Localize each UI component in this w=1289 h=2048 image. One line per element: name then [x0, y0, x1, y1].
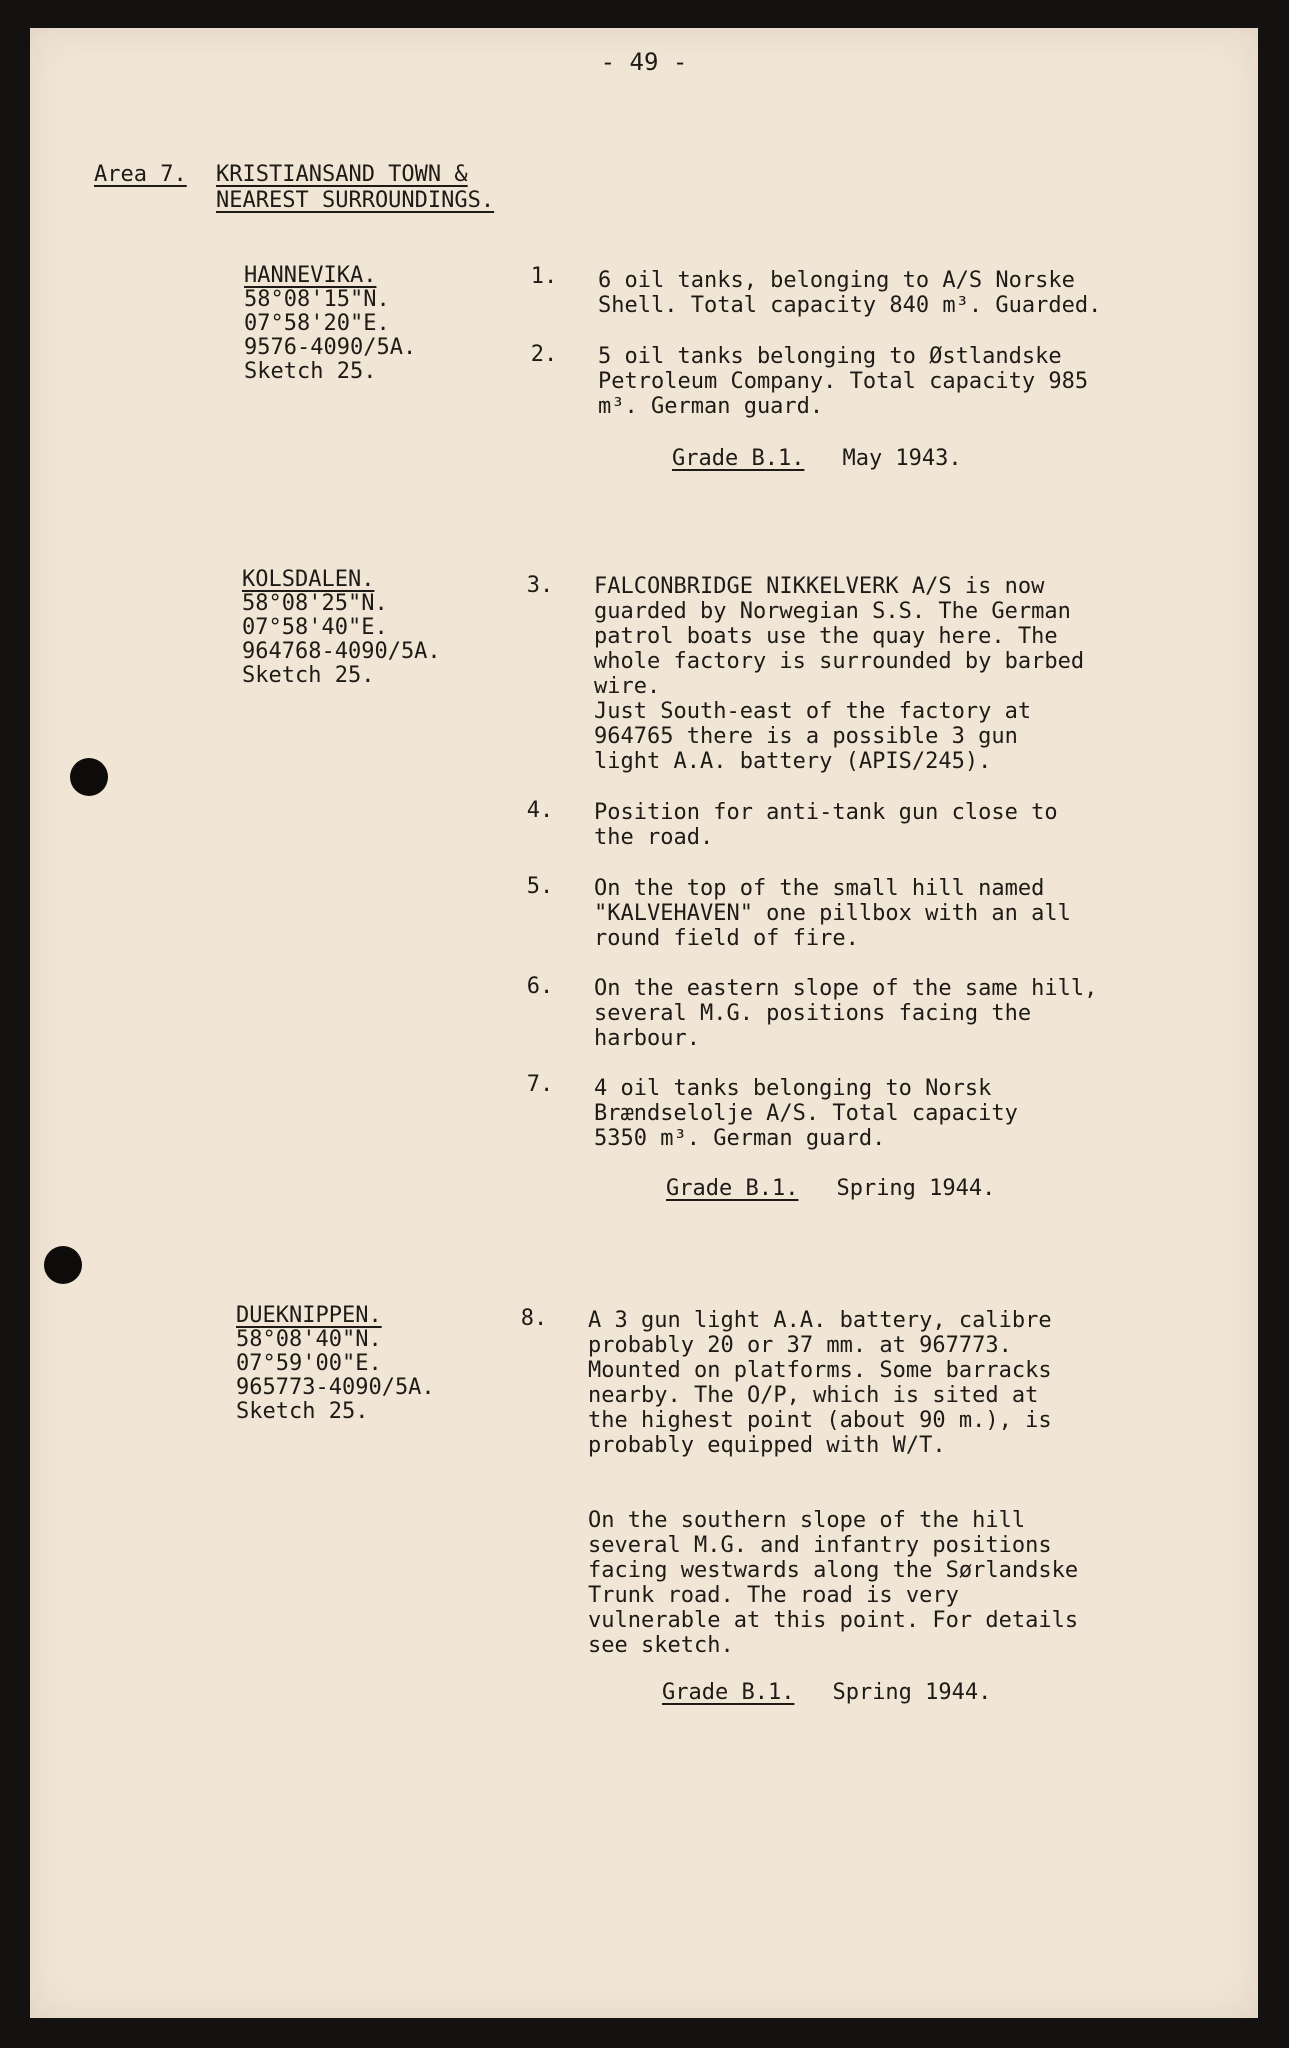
latitude: 58°08'25"N. — [242, 591, 388, 616]
grade-date: May 1943. — [842, 446, 962, 471]
longitude: 07°59'00"E. — [236, 1351, 382, 1376]
sketch-reference: Sketch 25. — [242, 663, 375, 688]
page-number: - 49 - — [600, 48, 688, 76]
item-text: 4 oil tanks belonging to Norsk Brændselolje A/S. Total capacity 5350 m³. German guard. — [594, 1076, 1018, 1151]
area-label: Area 7. — [94, 162, 187, 187]
item-number: 8. — [520, 1306, 548, 1331]
item-text: 5 oil tanks belonging to Østlandske Petroleum Company. Total capacity 985 m³. German guard. — [598, 344, 1089, 419]
grade: Grade B.1. — [662, 1680, 795, 1705]
item-text: Position for anti-tank gun close to the road. — [594, 800, 1058, 850]
sketch-reference: Sketch 25. — [236, 1399, 369, 1424]
area-title-line-2: NEAREST SURROUNDINGS. — [216, 188, 495, 213]
location-name: KOLSDALEN. — [242, 567, 375, 592]
grade-line — [672, 446, 962, 471]
item-text: FALCONBRIDGE NIKKELVERK A/S is now guarded by Norwegian S.S. The German patrol boats use the quay here. The whole factory is surrounded by barbed wire. Just South-east of the factory at 964765 there is a possible 3 gun light A.A. battery (APIS/245). — [594, 574, 1085, 774]
item-number: 1. — [530, 264, 558, 289]
punch-hole — [44, 1246, 82, 1284]
item-text: A 3 gun light A.A. battery, calibre probably 20 or 37 mm. at 967773. Mounted on platforms. Some barracks nearby. The O/P, which is sited at the highest point (about 90 m.), is probably equipped with W/T. — [588, 1308, 1052, 1458]
latitude: 58°08'15"N. — [244, 287, 390, 312]
grade-date: Spring 1944. — [832, 1680, 992, 1705]
map-reference: 964768-4090/5A. — [242, 639, 441, 664]
item-text: On the eastern slope of the same hill, several M.G. positions facing the harbour. — [594, 976, 1098, 1051]
longitude: 07°58'40"E. — [242, 615, 388, 640]
area-title — [216, 162, 494, 214]
item-text: On the top of the small hill named "KALVEHAVEN" one pillbox with an all round field of fire. — [594, 876, 1071, 951]
document-page — [30, 28, 1258, 2018]
item-number: 4. — [526, 798, 554, 823]
location-block-dueknippen — [236, 1304, 435, 1424]
location-block-kolsdalen — [242, 568, 441, 688]
latitude: 58°08'40"N. — [236, 1327, 382, 1352]
grade-date: Spring 1944. — [836, 1176, 996, 1201]
item-number: 7. — [526, 1072, 554, 1097]
longitude: 07°58'20"E. — [244, 311, 390, 336]
grade: Grade B.1. — [672, 446, 805, 471]
location-block-hannevika — [244, 264, 416, 384]
item-number: 3. — [526, 573, 554, 598]
location-name: HANNEVIKA. — [244, 263, 377, 288]
item-text: On the southern slope of the hill several M.G. and infantry positions facing westwards along the Sørlandske Trunk road. The road is very vulnerable at this point. For details see sketch. — [588, 1508, 1079, 1658]
item-number: 2. — [530, 342, 558, 367]
map-reference: 9576-4090/5A. — [244, 335, 417, 360]
sketch-reference: Sketch 25. — [244, 359, 377, 384]
grade: Grade B.1. — [666, 1176, 799, 1201]
area-title-line-1: KRISTIANSAND TOWN & — [216, 162, 468, 187]
location-name: DUEKNIPPEN. — [236, 1303, 382, 1328]
grade-line — [662, 1680, 991, 1705]
grade-line — [666, 1176, 995, 1201]
item-text: 6 oil tanks, belonging to A/S Norske Shell. Total capacity 840 m³. Guarded. — [598, 268, 1102, 318]
item-number: 5. — [526, 874, 554, 899]
item-number: 6. — [526, 974, 554, 999]
map-reference: 965773-4090/5A. — [236, 1375, 435, 1400]
punch-hole — [70, 758, 108, 796]
